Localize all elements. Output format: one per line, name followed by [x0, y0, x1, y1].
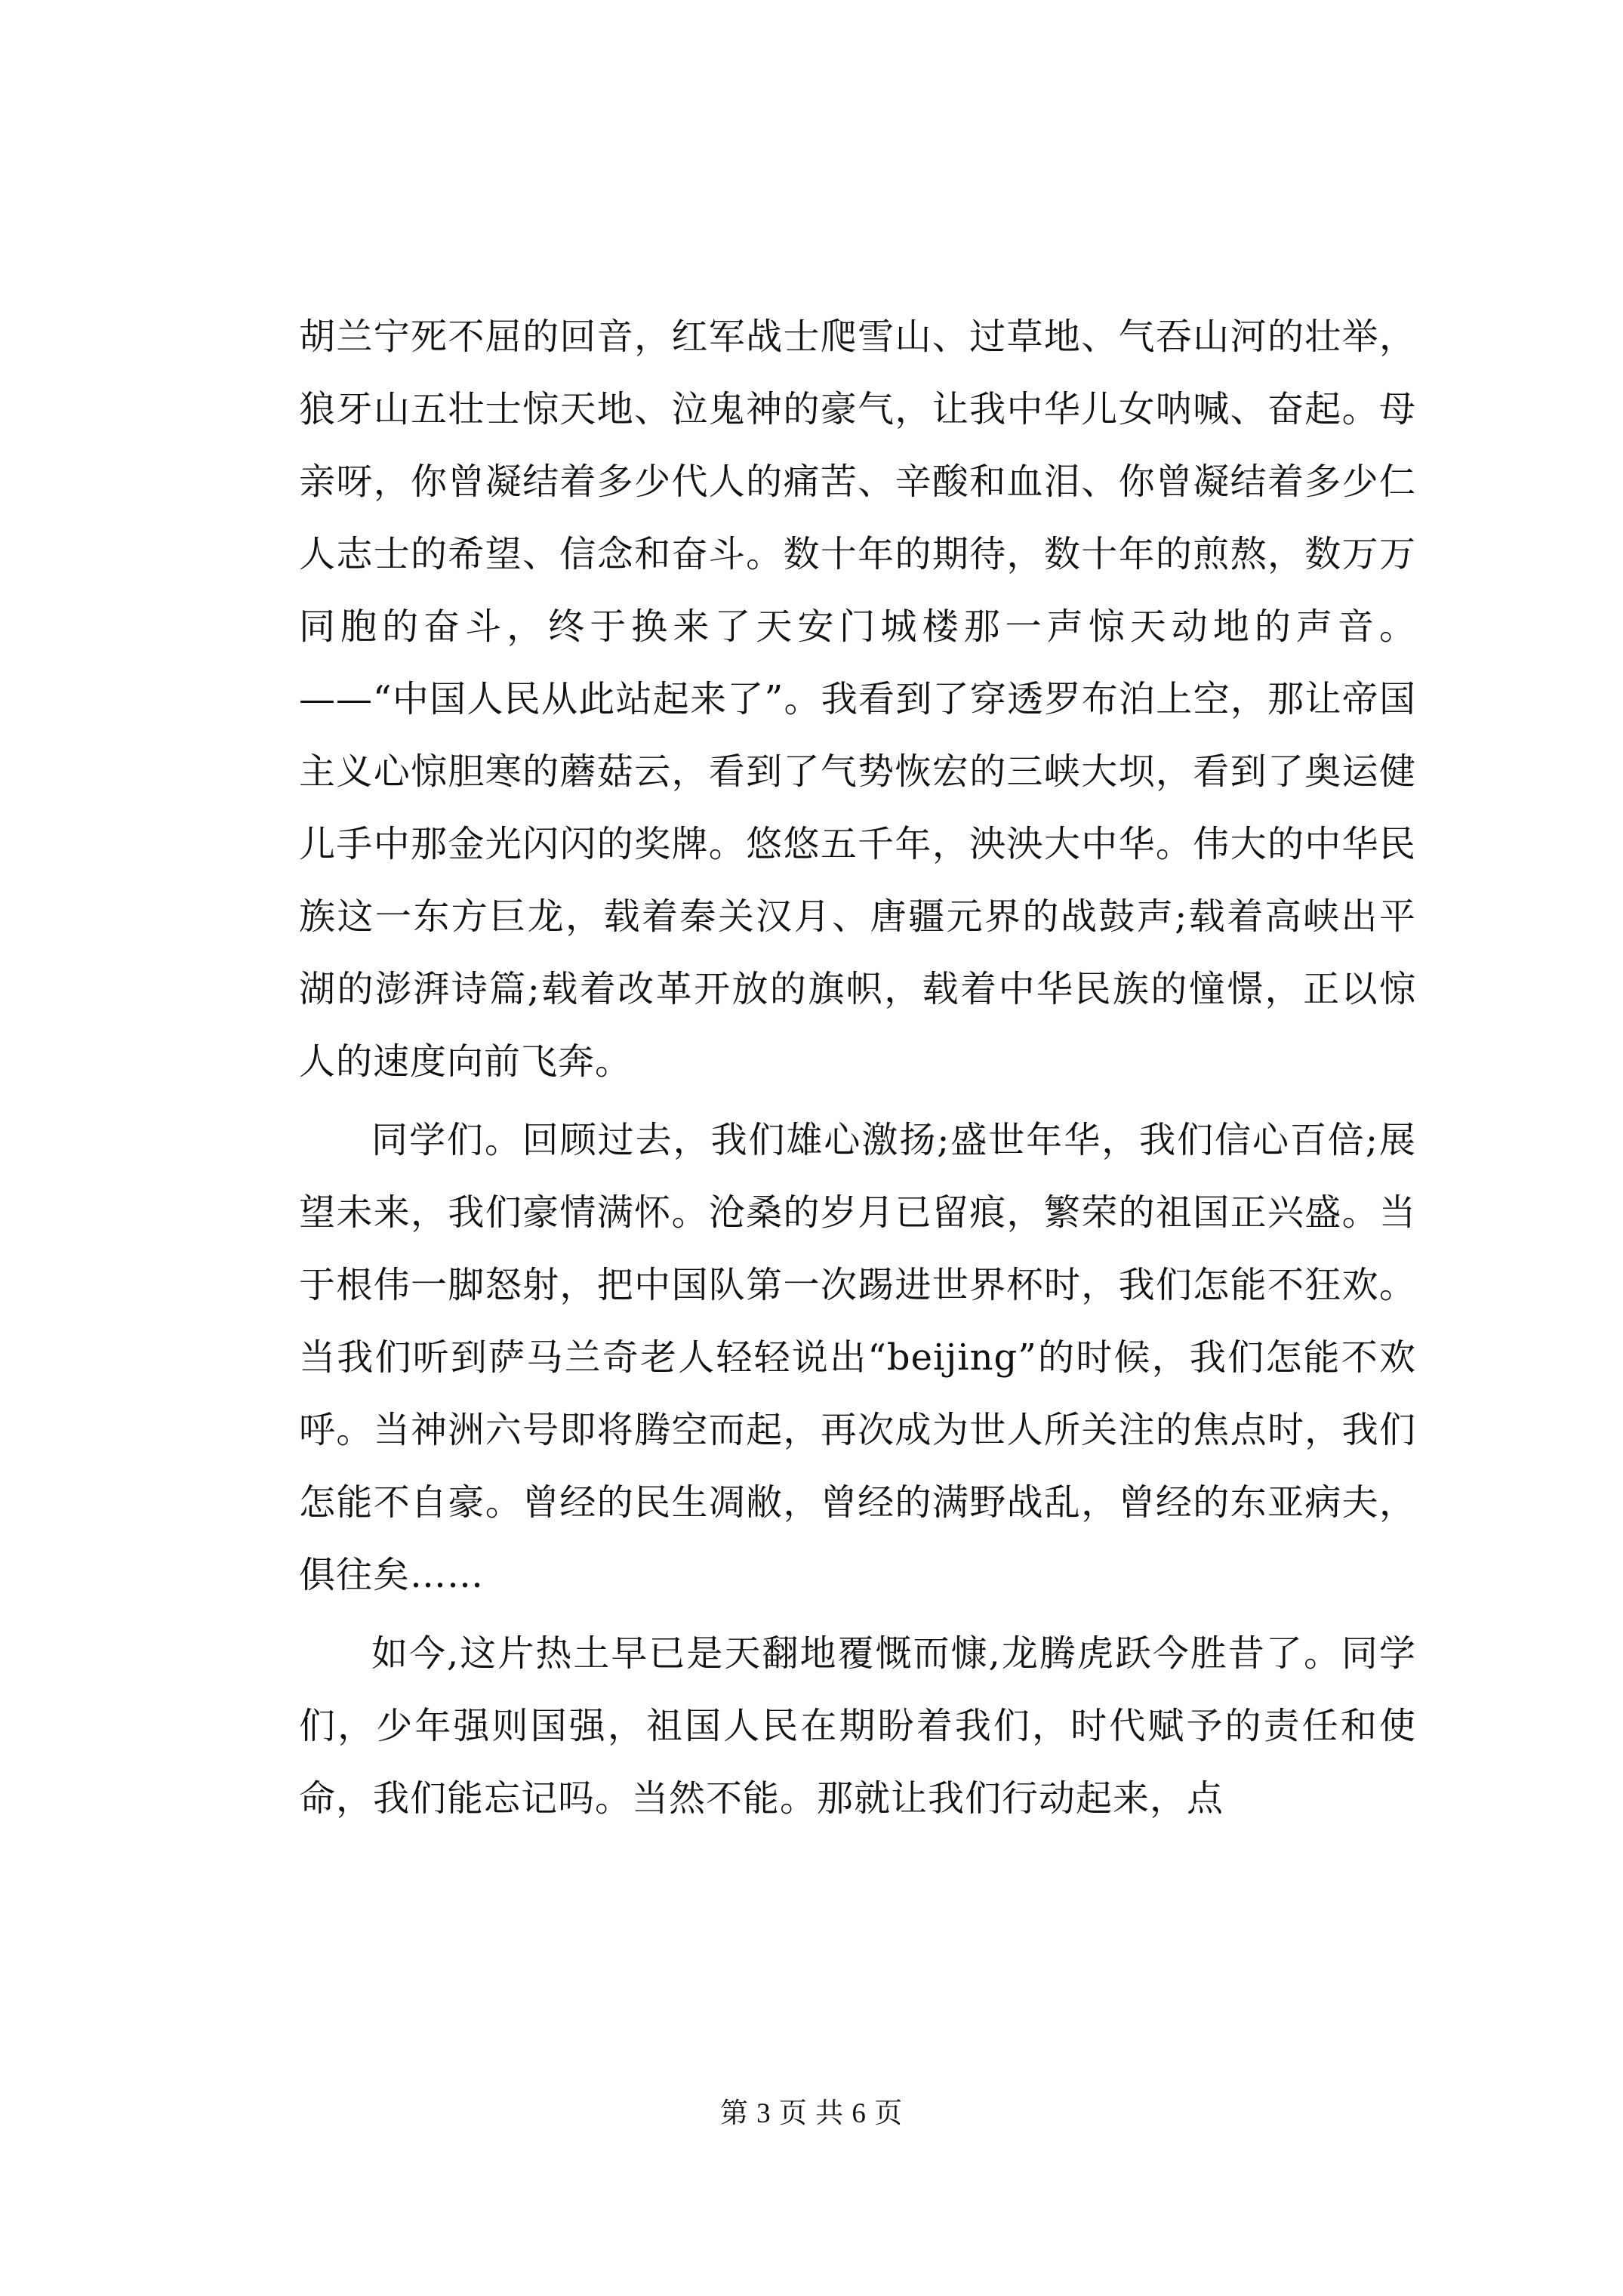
paragraph-1: 胡兰宁死不屈的回音，红军战士爬雪山、过草地、气吞山河的壮举，狼牙山五壮士惊天地、泣鬼神的豪气，让我中华儿女呐喊、奋起。母亲呀，你曾凝结着多少代人的痛苦、辛酸和血泪、你曾凝结着多少仁人志士的希望、信念和奋斗。数十年的期待，数十年的煎熬，数万万同胞的奋斗，终于换来了天安门城楼那一声惊天动地的声音。——“中国人民从此站起来了”。我看到了穿透罗布泊上空，那让帝国主义心惊胆寒的蘑菇云，看到了气势恢宏的三峡大坝，看到了奥运健儿手中那金光闪闪的奖牌。悠悠五千年，泱泱大中华。伟大的中华民族这一东方巨龙，载着秦关汉月、唐疆元界的战鼓声;载着高峡出平湖的澎湃诗篇;载着改革开放的旗帜，载着中华民族的憧憬，正以惊人的速度向前飞奔。	[299, 316, 1416, 1083]
paragraph-2: 同学们。回顾过去，我们雄心激扬;盛世年华，我们信心百倍;展望未来，我们豪情满怀。沧桑的岁月已留痕，繁荣的祖国正兴盛。当于根伟一脚怒射，把中国队第一次踢进世界杯时，我们怎能不狂欢。当我们听到萨马兰奇老人轻轻说出“beijing”的时候，我们怎能不欢呼。当神洲六号即将腾空而起，再次成为世人所关注的焦点时，我们怎能不自豪。曾经的民生凋敝，曾经的满野战乱，曾经的东亚病夫，俱往矣……	[299, 1119, 1416, 1596]
paragraph-3: 如今,这片热土早已是天翻地覆慨而慷,龙腾虎跃今胜昔了。同学们，少年强则国强，祖国人民在期盼着我们，时代赋予的责任和使命，我们能忘记吗。当然不能。那就让我们行动起来，点	[299, 1632, 1416, 1820]
body-text	[299, 300, 1416, 1835]
page-footer: 第 3 页 共 6 页	[719, 2098, 904, 2129]
